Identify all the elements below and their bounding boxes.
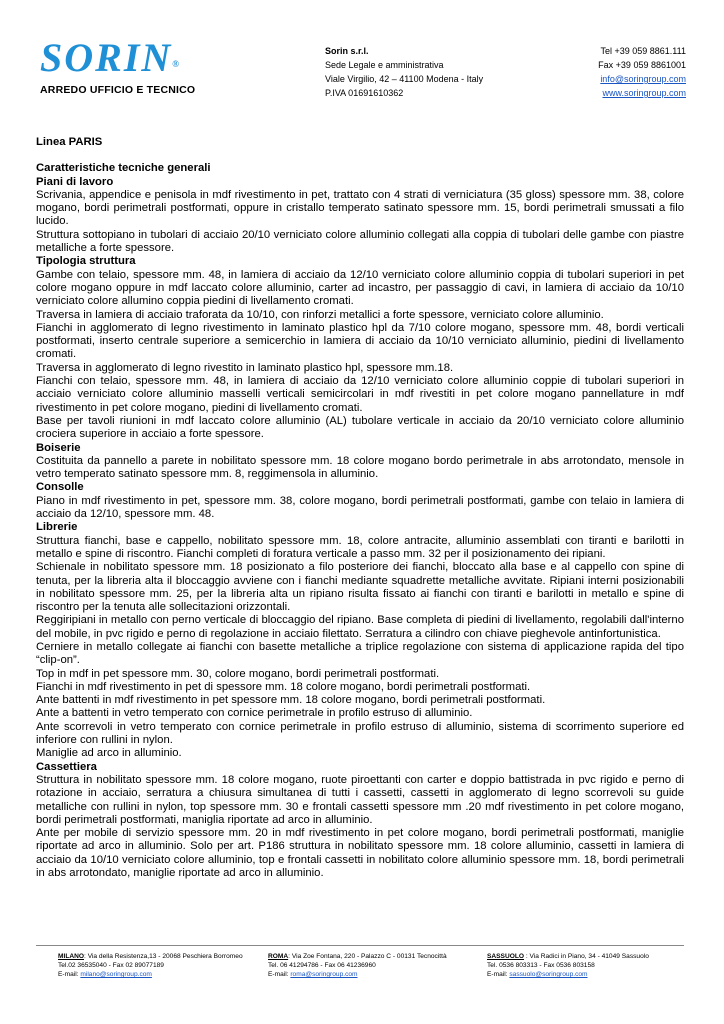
office-city: SASSUOLO xyxy=(487,953,525,960)
office-phone: Tel. 06 41294786 - Fax 06 41236960 xyxy=(268,962,376,969)
section-paragraph: Ante scorrevoli in vetro temperato con cornice perimetrale in profilo estruso di alluminio, sistema di scorrimento superiore ed inferiore con rullini in nylon. xyxy=(36,720,684,747)
section-paragraph: Fianchi con telaio, spessore mm. 48, in lamiera di acciaio da 12/10 verniciato colore alluminio coppie di tubolari superiori in acciaio verniciato colore alluminio masselli verticali semicircolari in mdf rivestiti in pet colore mogano pannellature in mdf rivestimento in pet colore mogano, piedini di livellamento cromati. xyxy=(36,375,684,414)
office-address: Via Radici in Piano, 34 - 41049 Sassuolo xyxy=(529,953,649,960)
sorin-logo xyxy=(40,35,230,96)
section-paragraph: Ante battenti in mdf rivestimento in pet spessore mm. 18 colore mogano, bordi perimetrali postformati. xyxy=(36,694,546,707)
section-paragraph: Fianchi in agglomerato di legno rivestimento in laminato plastico hpl da 7/10 colore mogano, spessore mm. 48, bordi verticali postformati, inserto centrale superiore a semicerchio in lamiera di acciaio da 10/10 verniciato alluminio, piedini di livellamento cromati. xyxy=(36,321,684,361)
company-name: Sorin s.r.l. xyxy=(325,46,369,56)
section-paragraph: Struttura sottopiano in tubolari di acciaio 20/10 verniciato colore alluminio collegati alla coppia di tubolari delle gambe con piastre metalliche a forte spessore. xyxy=(36,228,684,255)
email-link[interactable]: info@soringroup.com xyxy=(600,74,686,84)
section-paragraph: Maniglie ad arco in alluminio. xyxy=(36,747,182,760)
section-paragraph: Costituita da pannello a parete in nobilitato spessore mm. 18 colore mogano bordo perimetrale in abs arrotondato, mensole in vetro temperato satinato spessore mm. 8, reggimensola in alluminio. xyxy=(36,454,684,481)
footer-office-sassuolo: SASSUOLO : Via Radici in Piano, 34 - 41049 Sassuolo Tel. 0536 803313 - Fax 0536 803158 E-mail: sassuolo@soringroup.com xyxy=(487,953,649,978)
section-paragraph: Traversa in agglomerato di legno rivestito in laminato plastico hpl, spessore mm.18. xyxy=(36,361,454,374)
section-paragraph: Piano in mdf rivestimento in pet, spessore mm. 38, colore mogano, bordi perimetrali postformati, gambe con telaio in lamiera di acciaio da 12/10, spessore mm. 48. xyxy=(36,494,684,521)
office-email-link[interactable]: sassuolo@soringroup.com xyxy=(509,971,588,978)
company-info xyxy=(325,44,483,100)
document-body xyxy=(36,136,684,880)
office-address: Via Zoe Fontana, 220 - Palazzo C - 00131 Tecnocittà xyxy=(291,953,447,960)
section-paragraph: Base per tavoli riunioni in mdf laccato colore alluminio (AL) tubolare verticale in acciaio da 20/10 verniciato colore alluminio crociera superiore in acciaio a forte spessore. xyxy=(36,414,684,441)
fax-number: Fax +39 059 8861001 xyxy=(598,60,686,70)
footer-office-milano: MILANO: Via della Resistenza,13 - 20068 Peschiera Borromeo Tel.02 36535040 - Fax 02 89077189 E-mail: milano@soringroup.com xyxy=(58,953,243,978)
footer-office-roma: ROMA: Via Zoe Fontana, 220 - Palazzo C - 00131 Tecnocittà Tel. 06 41294786 - Fax 06 41236960 E-mail: roma@soringroup.com xyxy=(268,953,447,978)
office-city: MILANO xyxy=(58,953,85,960)
office-address: Via della Resistenza,13 - 20068 Peschiera Borromeo xyxy=(87,953,243,960)
section-heading: Consolle xyxy=(36,481,84,494)
section-heading: Boiserie xyxy=(36,441,81,454)
logo-subtitle: ARREDO UFFICIO E TECNICO xyxy=(40,84,196,96)
section-paragraph: Scrivania, appendice e penisola in mdf rivestimento in pet, trattato con 4 strati di verniciatura (35 gloss) spessore mm. 38, colore mogano, bordi perimetrali postformati, oppure in cristallo temperato satinato spessore mm. 15, bordi perimetrali smussati a filo lucido. xyxy=(36,188,684,228)
company-vat: P.IVA 01691610362 xyxy=(325,88,404,98)
contact-info xyxy=(598,44,686,100)
section-paragraph: Struttura fianchi, base e cappello, nobilitato spessore mm. 18, colore antracite, alluminio assemblati con tiranti e barilotti in metallo e spine di riscontro. Fianchi completi di foratura verticale a passo mm. 32 per il posizionamento dei ripiani. xyxy=(36,534,684,560)
section-heading: Librerie xyxy=(36,521,78,534)
office-email-link[interactable]: roma@soringroup.com xyxy=(290,971,358,978)
section-paragraph: Cerniere in metallo collegate ai fianchi con basette metalliche a triplice regolazione con sistema di applicazione rapida del tipo “clip-on”. xyxy=(36,640,684,667)
phone-number: Tel +39 059 8861.111 xyxy=(600,46,686,56)
company-address: Viale Virgilio, 42 – 41100 Modena - Italy xyxy=(325,74,484,84)
section-heading: Tipologia struttura xyxy=(36,255,136,268)
company-line-1: Sede Legale e amministrativa xyxy=(325,60,444,70)
section-paragraph: Reggiripiani in metallo con perno verticale di bloccaggio del ripiano. Base completa di piedini di livellamento, regolabili dall'interno del mobile, in pvc rigido e perno di regolazione in acciaio filettato. Serratura a cilindro con chiave pieghevole antinfortunistica. xyxy=(36,614,684,640)
footer-divider xyxy=(36,945,684,946)
section-paragraph: Ante a battenti in vetro temperato con cornice perimetrale in profilo estruso di alluminio. xyxy=(36,707,473,720)
section-paragraph: Struttura in nobilitato spessore mm. 18 colore mogano, ruote piroettanti con carter e doppio battistrada in pvc rigido e perno di rotazione in acciaio, serratura a chiusura simultanea di tutti i cassetti, cassetti in agglomerato di legno scorrevoli su guide metalliche con rullini in nylon, top spessore mm. 30 e frontali cassetti spessore mm .20 mdf rivestimento in pet colore mogano, bordi perimetrali postformati, maniglia riportate ad arco in alluminio. xyxy=(36,773,684,826)
section-heading: Cassettiera xyxy=(36,760,97,773)
registered-mark: ® xyxy=(172,59,181,69)
website-link[interactable]: www.soringroup.com xyxy=(602,88,686,98)
office-email-link[interactable]: milano@soringroup.com xyxy=(80,971,152,978)
section-heading: Caratteristiche tecniche generali xyxy=(36,162,211,175)
logo-wordmark: SORIN xyxy=(40,35,173,80)
section-paragraph: Traversa in lamiera di acciaio traforata da 10/10, con rinforzi metallici a forte spessore, verniciato colore alluminio. xyxy=(36,308,604,321)
document-title: Linea PARIS xyxy=(36,136,103,148)
office-phone: Tel. 0536 803313 - Fax 0536 803158 xyxy=(487,962,595,969)
section-paragraph: Top in mdf in pet spessore mm. 30, colore mogano, bordi perimetrali postformati. xyxy=(36,667,440,680)
section-paragraph: Gambe con telaio, spessore mm. 48, in lamiera di acciaio da 12/10 verniciato colore alluminio coppia di tubolari superiori in pet colore mogano oppure in mdf laccato colore alluminio, carter ad incastro, per passaggio di cavi, in lamiera di acciaio da 10/10 verniciato colore allumino coppia piedini di livellamento cromati. xyxy=(36,268,684,308)
section-paragraph: Schienale in nobilitato spessore mm. 18 posizionato a filo posteriore dei fianchi, bloccato alla base e al cappello con spine di tenuta, per la libreria alta il bloccaggio avviene con i fianchi mediante squadrette metalliche avvitate. Ripiani interni posizionabili in nobilitato spessore mm. 25, per la libreria alta un ripiano risulta fissato ai fianchi con tiranti e barilotti in metallo e spine di riscontro per la tenuta alle sollecitazioni orizzontali. xyxy=(36,561,684,614)
section-heading: Piani di lavoro xyxy=(36,175,114,188)
letterhead xyxy=(0,0,724,110)
office-city: ROMA xyxy=(268,953,289,960)
office-phone: Tel.02 36535040 - Fax 02 89077189 xyxy=(58,962,164,969)
section-paragraph: Fianchi in mdf rivestimento in pet di spessore mm. 18 colore mogano, bordi perimetrali postformati. xyxy=(36,680,531,693)
section-paragraph: Ante per mobile di servizio spessore mm. 20 in mdf rivestimento in pet colore mogano, bordi perimetrali postformati, maniglie riportate ad arco in alluminio. Solo per art. P186 struttura in nobilitato spessore mm. 18 colore alluminio, cassetti in lamiera di acciaio da 10/10 verniciato colore alluminio, top e frontali cassetti in nobilitato colore alluminio spessore mm. 18, bordi perimetrali in abs arrotondato, maniglie riportate ad arco in alluminio. xyxy=(36,827,684,880)
